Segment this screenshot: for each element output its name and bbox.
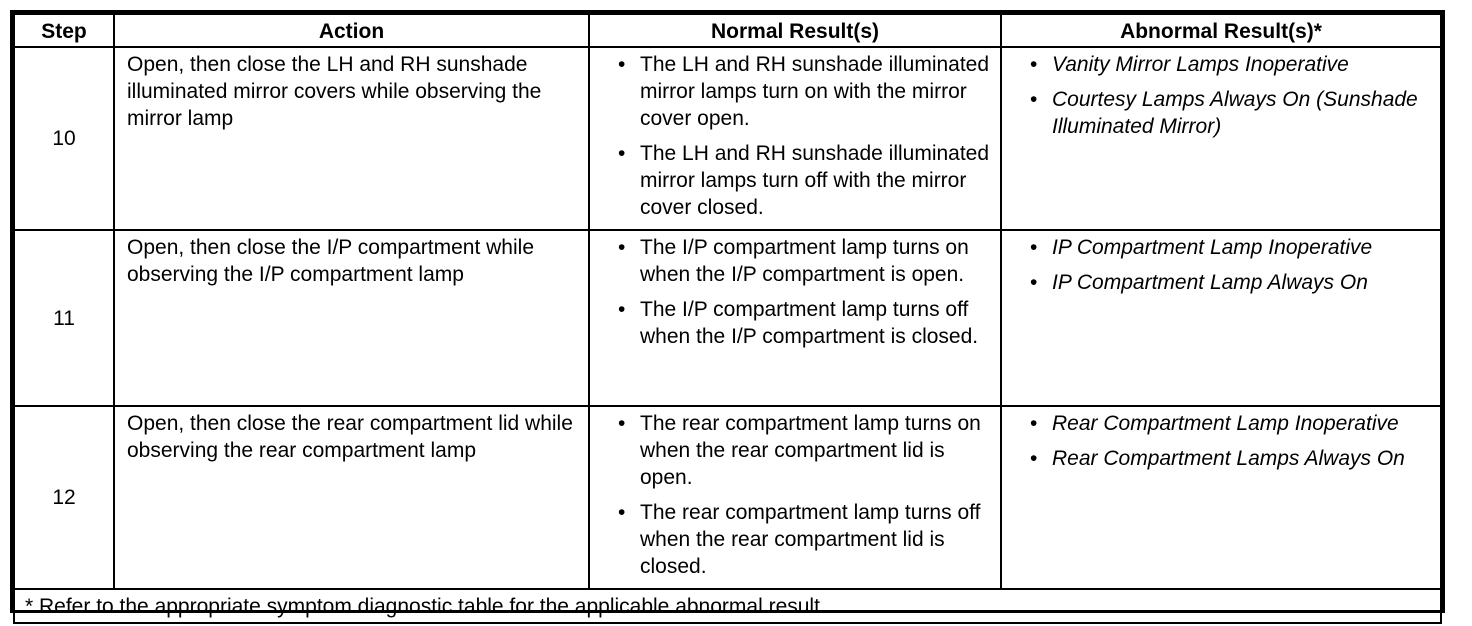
header-step: Step: [14, 14, 114, 47]
normal-result-item: • The rear compartment lamp turns off when the rear compartment lid is closed.: [618, 499, 992, 580]
action-text: Open, then close the rear compartment lid while observing the rear compartment lamp: [114, 406, 589, 589]
abnormal-result-item: • Rear Compartment Lamp Inoperative: [1030, 410, 1432, 437]
abnormal-results: [1001, 406, 1441, 589]
header-action: Action: [114, 14, 589, 47]
normal-result-item: • The I/P compartment lamp turns on when the I/P compartment is open.: [618, 234, 992, 288]
diagnostic-table: [13, 13, 1442, 624]
action-text: Open, then close the I/P compartment while observing the I/P compartment lamp: [114, 230, 589, 406]
header-row: [14, 14, 1441, 47]
normal-result-item: • The LH and RH sunshade illuminated mirror lamps turn off with the mirror cover closed.: [618, 140, 992, 221]
abnormal-result-item: • IP Compartment Lamp Inoperative: [1030, 234, 1432, 261]
normal-results: [589, 47, 1001, 230]
table-row: [14, 230, 1441, 406]
footnote: * Refer to the appropriate symptom diagnostic table for the applicable abnormal result.: [14, 589, 1441, 623]
action-text: Open, then close the LH and RH sunshade illuminated mirror covers while observing the mirror lamp: [114, 47, 589, 230]
abnormal-result-item: • IP Compartment Lamp Always On: [1030, 269, 1432, 296]
step-number: 11: [14, 230, 114, 406]
step-number: 12: [14, 406, 114, 589]
header-abnormal-results: Abnormal Result(s)*: [1001, 14, 1441, 47]
abnormal-results: [1001, 47, 1441, 230]
abnormal-results: [1001, 230, 1441, 406]
abnormal-result-item: • Rear Compartment Lamps Always On: [1030, 445, 1432, 472]
abnormal-result-item: • Courtesy Lamps Always On (Sunshade Illuminated Mirror): [1030, 86, 1432, 140]
table-row: [14, 406, 1441, 589]
step-number: 10: [14, 47, 114, 230]
diagnostic-table-container: [10, 10, 1445, 618]
normal-results: [589, 230, 1001, 406]
footnote-row: [14, 589, 1441, 623]
normal-result-item: • The I/P compartment lamp turns off when the I/P compartment is closed.: [618, 296, 992, 350]
normal-results: [589, 406, 1001, 589]
abnormal-result-item: • Vanity Mirror Lamps Inoperative: [1030, 51, 1432, 78]
normal-result-item: • The LH and RH sunshade illuminated mirror lamps turn on with the mirror cover open.: [618, 51, 992, 132]
header-normal-results: Normal Result(s): [589, 14, 1001, 47]
table-row: [14, 47, 1441, 230]
normal-result-item: • The rear compartment lamp turns on when the rear compartment lid is open.: [618, 410, 992, 491]
